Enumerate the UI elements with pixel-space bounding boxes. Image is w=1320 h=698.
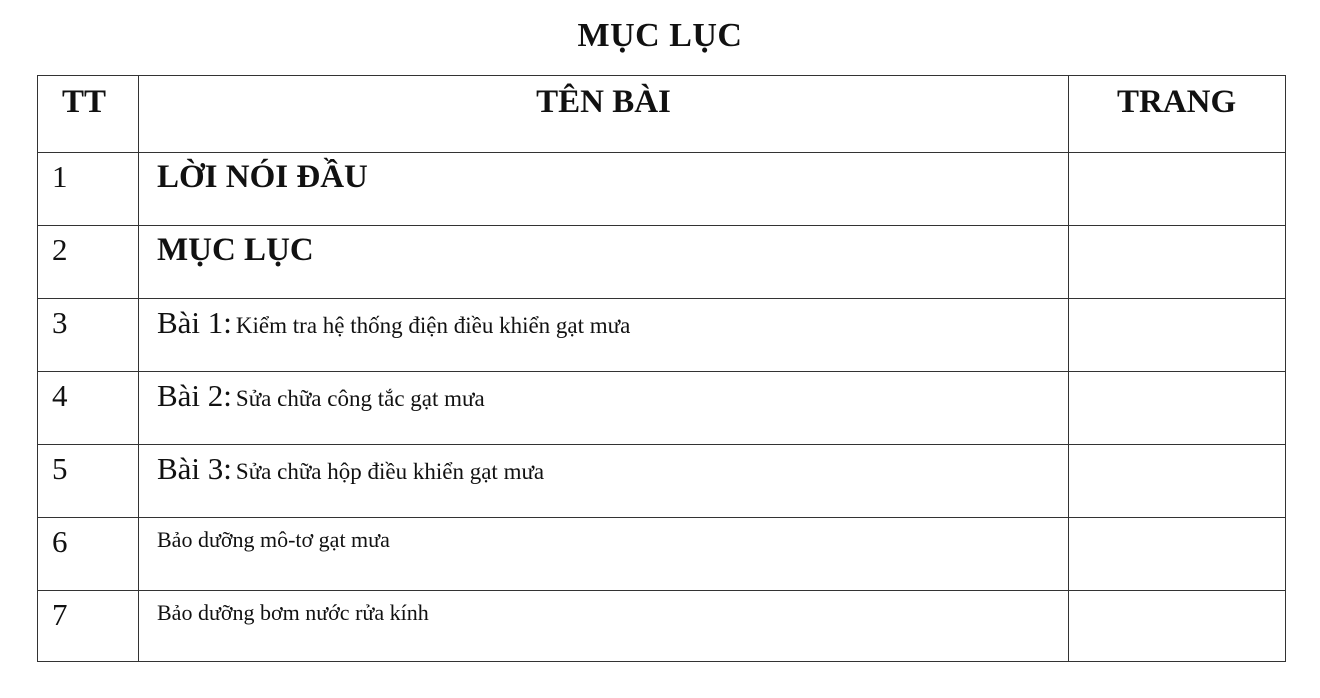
row-page-cell [1069,445,1286,518]
row-number-cell [38,299,139,372]
row-number-cell [38,226,139,299]
row-name-cell [139,153,1069,226]
row-name-cell [139,299,1069,372]
row-page-cell [1069,591,1286,662]
lesson-title: Kiểm tra hệ thống điện điều khiển gạt mưa [235,313,631,338]
row-number-cell [38,518,139,591]
row-name: LỜI NÓI ĐẦU [157,159,368,195]
lesson-title: Sửa chữa công tắc gạt mưa [235,386,485,411]
row-page-cell [1069,299,1286,372]
row-number: 5 [52,451,68,486]
column-header-tt: TT [38,76,139,153]
table-row [38,591,1286,662]
table-row [38,299,1286,372]
row-number-cell [38,445,139,518]
page-title: MỤC LỤC [577,17,743,54]
row-name-cell [139,372,1069,445]
row-number-cell [38,153,139,226]
table-header-row [38,76,1286,153]
table-row [38,372,1286,445]
row-number: 1 [52,159,68,194]
row-number: 4 [52,378,68,413]
row-page-cell [1069,153,1286,226]
row-name: Bảo dưỡng mô-tơ gạt mưa [157,527,390,552]
row-name-cell [139,518,1069,591]
row-name-cell [139,445,1069,518]
row-number: 6 [52,524,68,559]
row-number: 7 [52,597,68,632]
row-name-cell [139,591,1069,662]
row-name [139,299,1068,349]
lesson-prefix: Bài 3: [157,451,232,486]
row-name-cell [139,226,1069,299]
table-row [38,518,1286,591]
lesson-prefix: Bài 1: [157,305,232,340]
row-name [139,445,1068,495]
row-number: 3 [52,305,68,340]
row-number-cell [38,591,139,662]
row-name: Bảo dưỡng bơm nước rửa kính [157,600,429,625]
row-page-cell [1069,226,1286,299]
row-number: 2 [52,232,68,267]
row-page-cell [1069,372,1286,445]
table-row [38,226,1286,299]
table-of-contents [37,75,1286,662]
row-number-cell [38,372,139,445]
column-header-name: TÊN BÀI [139,76,1069,153]
table-row [38,445,1286,518]
table-row [38,153,1286,226]
row-page-cell [1069,518,1286,591]
row-name [139,372,1068,422]
lesson-title: Sửa chữa hộp điều khiển gạt mưa [235,459,545,484]
column-header-page: TRANG [1069,76,1286,153]
row-name: MỤC LỤC [157,232,314,268]
lesson-prefix: Bài 2: [157,378,232,413]
